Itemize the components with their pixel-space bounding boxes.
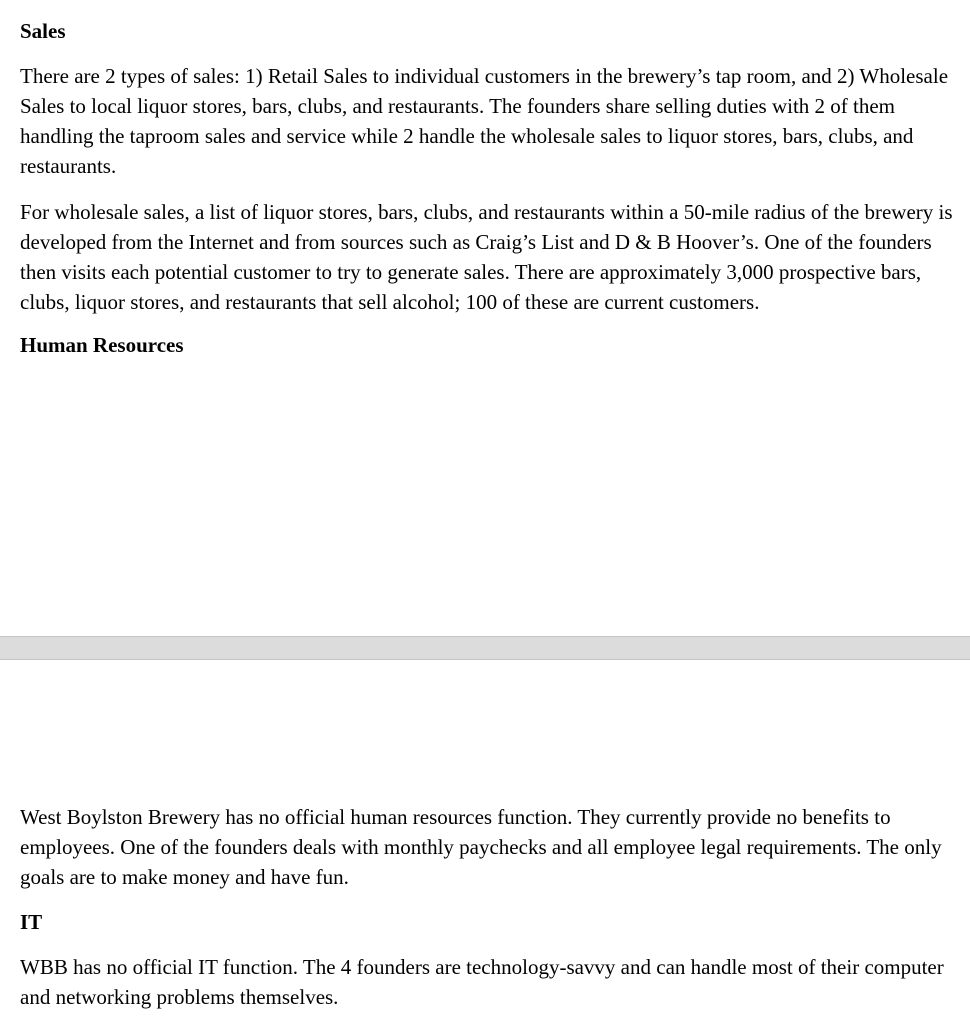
page-break-divider [0, 636, 970, 660]
it-paragraph: WBB has no official IT function. The 4 founders are technology-savvy and can handle most of their computer and networking problems themselves. [20, 955, 944, 1009]
sales-heading: Sales [20, 19, 66, 43]
sales-paragraph-2: For wholesale sales, a list of liquor stores, bars, clubs, and restaurants within a 50-mile radius of the brewery is developed from the Internet and from sources such as Craig’s List and D & B Hoover’s. One of the founders then visits each potential customer to try to generate sales. There are approximately 3,000 prospective bars, clubs, liquor stores, and restaurants that sell alcohol; 100 of these are current customers. [20, 200, 953, 314]
human-resources-heading: Human Resources [20, 333, 184, 357]
sales-paragraph-1: There are 2 types of sales: 1) Retail Sales to individual customers in the brewery’s tap room, and 2) Wholesale Sales to local liquor stores, bars, clubs, and restaurants. The founders share selling duties with 2 of them handling the taproom sales and service while 2 handle the wholesale sales to liquor stores, bars, clubs, and restaurants. [20, 64, 949, 178]
document-page-bottom [20, 802, 955, 1012]
document-page-top [20, 16, 955, 360]
human-resources-paragraph: West Boylston Brewery has no official human resources function. They currently provide no benefits to employees. One of the founders deals with monthly paychecks and all employee legal requirements. The only goals are to make money and have fun. [20, 805, 942, 889]
it-heading: IT [20, 910, 43, 934]
